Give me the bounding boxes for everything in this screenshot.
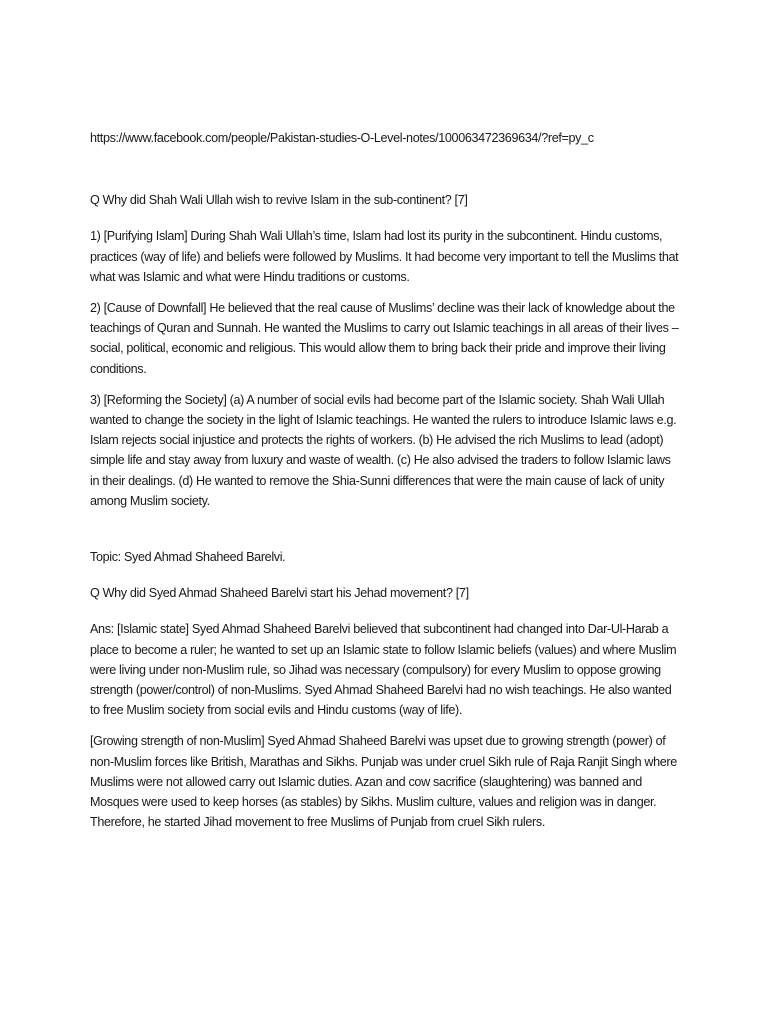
answer-paragraph-islamic-state: Ans: [Islamic state] Syed Ahmad Shaheed Barelvi believed that subcontinent had changed into Dar-Ul-Harab a place to become a ruler; he wanted to set up an Islamic state to follow Islamic beliefs (values) and where Muslim were living under non-Muslim rule, so Jihad was necessary (compulsory) for every Muslim to oppose growing strength (power/control) of non-Muslims. Syed Ahmad Shaheed Barelvi had no wish teachings. He also wanted to free Muslim society from social evils and Hindu customs (way of life). xyxy=(90,622,677,718)
answer-paragraph-reforming-society: 3) [Reforming the Society] (a) A number of social evils had become part of the Islamic society. Shah Wali Ullah wanted to change the society in the light of Islamic teachings. He wanted the rulers to introduce Islamic laws e.g. Islam rejects social injustice and protects the rights of workers. (b) He advised the rich Muslims to lead (adopt) simple life and stay away from luxury and waste of wealth. (c) He also advised the traders to follow Islamic laws in their dealings. (d) He wanted to remove the Shia-Sunni differences that were the main cause of lack of unity among Muslim society. xyxy=(90,392,677,508)
document-page xyxy=(90,128,680,843)
answer-paragraph-purifying-islam: 1) [Purifying Islam] During Shah Wali Ullah’s time, Islam had lost its purity in the subcontinent. Hindu customs, practices (way of life) and beliefs were followed by Muslims. It had become very important to tell the Muslims that what was Islamic and what were Hindu traditions or customs. xyxy=(90,229,679,284)
answer-paragraph-cause-of-downfall: 2) [Cause of Downfall] He believed that the real cause of Muslims’ decline was their lack of knowledge about the teachings of Quran and Sunnah. He wanted the Muslims to carry out Islamic teachings in all areas of their lives – social, political, economic and religious. This would allow them to bring back their pride and improve their living conditions. xyxy=(90,301,679,376)
question-shah-wali-ullah: Q Why did Shah Wali Ullah wish to revive Islam in the sub-continent? [7] xyxy=(90,193,468,208)
question-syed-ahmad-jehad: Q Why did Syed Ahmad Shaheed Barelvi start his Jehad movement? [7] xyxy=(90,586,469,601)
answer-paragraph-growing-strength: [Growing strength of non-Muslim] Syed Ahmad Shaheed Barelvi was upset due to growing strength (power) of non-Muslim forces like British, Marathas and Sikhs. Punjab was under cruel Sikh rule of Raja Ranjit Singh where Muslims were not allowed carry out Islamic duties. Azan and cow sacrifice (slaughtering) was banned and Mosques were used to keep horses (as stables) by Sikhs. Muslim culture, values and religion was in danger. Therefore, he started Jihad movement to free Muslims of Punjab from cruel Sikh rulers. xyxy=(90,734,677,830)
source-url: https://www.facebook.com/people/Pakistan-studies-O-Level-notes/100063472369634/?ref=py_c xyxy=(90,131,594,145)
topic-heading: Topic: Syed Ahmad Shaheed Barelvi. xyxy=(90,550,286,565)
